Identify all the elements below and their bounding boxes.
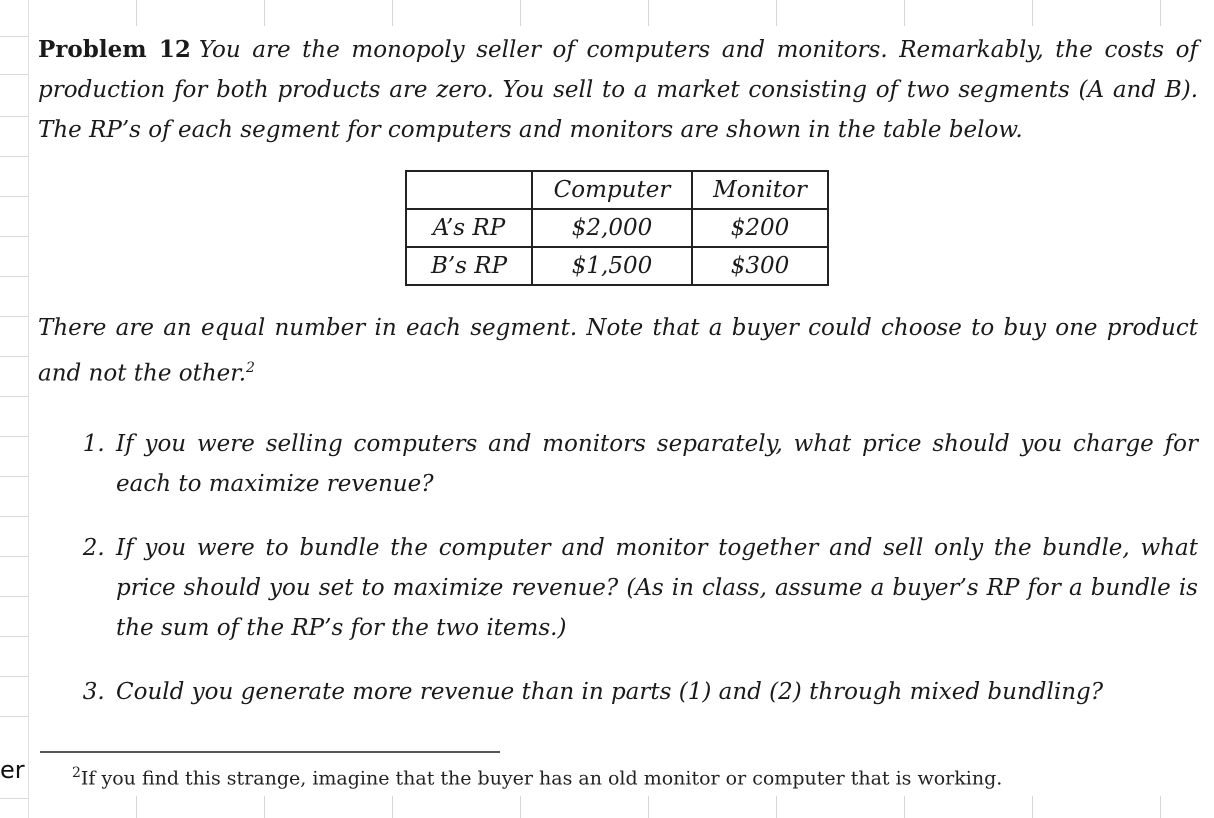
question-item: 2. If you were to bundle the computer and monitor together and sell only the bundle, what price should you set to maximize revenue? (As in class, assume a buyer’s RP for a bundle is the sum of the RP’s for the two items.) (112, 528, 1198, 648)
rp-table (405, 170, 829, 286)
cropped-edge-text: er (0, 756, 25, 784)
table-row (406, 209, 828, 247)
problem-intro-text: You are the monopoly seller of computers and monitors. Remarkably, the costs of production for both products are zero. You sell to a market consisting of two segments (A and B). The RP’s of each segment for computers and monitors are shown in the table below. (38, 37, 1198, 143)
cell-monitor: $200 (692, 209, 828, 247)
row-label: A’s RP (406, 209, 532, 247)
cell-monitor: $300 (692, 247, 828, 285)
footnote-mark: 2 (72, 765, 81, 781)
column-header-monitor: Monitor (692, 171, 828, 209)
footnote (72, 758, 1002, 793)
footnote-reference: 2 (246, 360, 255, 376)
problem-heading: Problem 12 (38, 36, 191, 63)
question-item: 1. If you were selling computers and monitors separately, what price should you charge for each to maximize revenue? (112, 424, 1198, 504)
problem-document (38, 30, 1198, 712)
footnote-text: If you find this strange, imagine that the buyer has an old monitor or computer that is working. (80, 767, 1003, 790)
row-label: B’s RP (406, 247, 532, 285)
table-header-row (406, 171, 828, 209)
cell-computer: $1,500 (532, 247, 692, 285)
segment-note: There are an equal number in each segment. Note that a buyer could choose to buy one product and not the other. (38, 315, 1198, 387)
column-header-computer: Computer (532, 171, 692, 209)
table-corner-cell (406, 171, 532, 209)
footnote-rule (40, 751, 500, 753)
after-table-text (38, 308, 1198, 394)
question-list (38, 424, 1198, 712)
question-item: 3. Could you generate more revenue than in parts (1) and (2) through mixed bundling? (112, 672, 1198, 712)
cell-computer: $2,000 (532, 209, 692, 247)
problem-intro (38, 30, 1198, 150)
table-row (406, 247, 828, 285)
